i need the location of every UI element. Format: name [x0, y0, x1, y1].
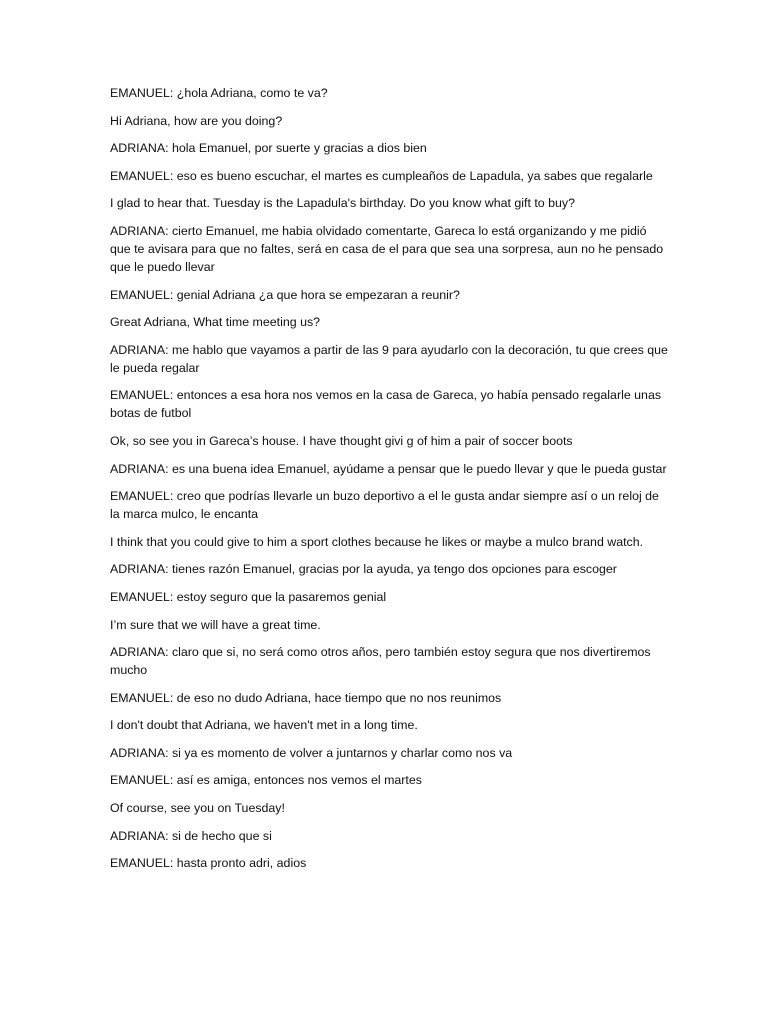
dialogue-line: Ok, so see you in Gareca’s house. I have thought givi g of him a pair of soccer boots	[110, 433, 573, 448]
dialogue-line: I don't doubt that Adriana, we haven't met in a long time.	[110, 718, 418, 733]
dialogue-line: Of course, see you on Tuesday!	[110, 801, 285, 816]
dialogue-line: ADRIANA: si ya es momento de volver a juntarnos y charlar como nos va	[110, 745, 513, 760]
dialogue-line: EMANUEL: creo que podrías llevarle un buzo deportivo a el le gusta andar siempre así o un reloj de la marca mulco, le encanta	[110, 489, 659, 522]
dialogue-line: EMANUEL: eso es bueno escuchar, el martes es cumpleaños de Lapadula, ya sabes que regalarle	[110, 168, 653, 183]
dialogue-line: ADRIANA: tienes razón Emanuel, gracias por la ayuda, ya tengo dos opciones para escoger	[110, 562, 617, 577]
dialogue-line: ADRIANA: me hablo que vayamos a partir de las 9 para ayudarlo con la decoración, tu que crees que le pueda regalar	[110, 342, 668, 375]
dialogue-line: I think that you could give to him a sport clothes because he likes or maybe a mulco brand watch.	[110, 534, 644, 549]
dialogue-line: Hi Adriana, how are you doing?	[110, 113, 283, 128]
dialogue-line: ADRIANA: si de hecho que si	[110, 828, 272, 843]
dialogue-line: I glad to hear that. Tuesday is the Lapadula's birthday. Do you know what gift to buy?	[110, 196, 576, 211]
dialogue-line: ADRIANA: hola Emanuel, por suerte y gracias a dios bien	[110, 141, 427, 156]
dialogue-line: EMANUEL: genial Adriana ¿a que hora se empezaran a reunir?	[110, 287, 460, 302]
dialogue-line: ADRIANA: cierto Emanuel, me habia olvidado comentarte, Gareca lo está organizando y me pidió que te avisara para que no faltes, será en casa de el para que sea una sorpresa, aun no he pensado que le puedo llevar	[110, 223, 664, 274]
dialogue-line: ADRIANA: es una buena idea Emanuel, ayúdame a pensar que le puedo llevar y que le pueda gustar	[110, 461, 667, 476]
dialogue-text	[110, 84, 670, 882]
dialogue-line: EMANUEL: entonces a esa hora nos vemos en la casa de Gareca, yo había pensado regalarle unas botas de futbol	[110, 388, 662, 421]
dialogue-line: EMANUEL: hasta pronto adri, adios	[110, 856, 307, 871]
dialogue-line: EMANUEL: estoy seguro que la pasaremos genial	[110, 589, 387, 604]
dialogue-line: ADRIANA: claro que si, no será como otros años, pero también estoy segura que nos divertiremos mucho	[110, 645, 651, 678]
dialogue-line: I’m sure that we will have a great time.	[110, 617, 321, 632]
dialogue-line: EMANUEL: ¿hola Adriana, como te va?	[110, 86, 328, 100]
dialogue-line: EMANUEL: de eso no dudo Adriana, hace tiempo que no nos reunimos	[110, 690, 502, 705]
dialogue-line: EMANUEL: así es amiga, entonces nos vemos el martes	[110, 773, 422, 788]
dialogue-line: Great Adriana, What time meeting us?	[110, 315, 321, 330]
